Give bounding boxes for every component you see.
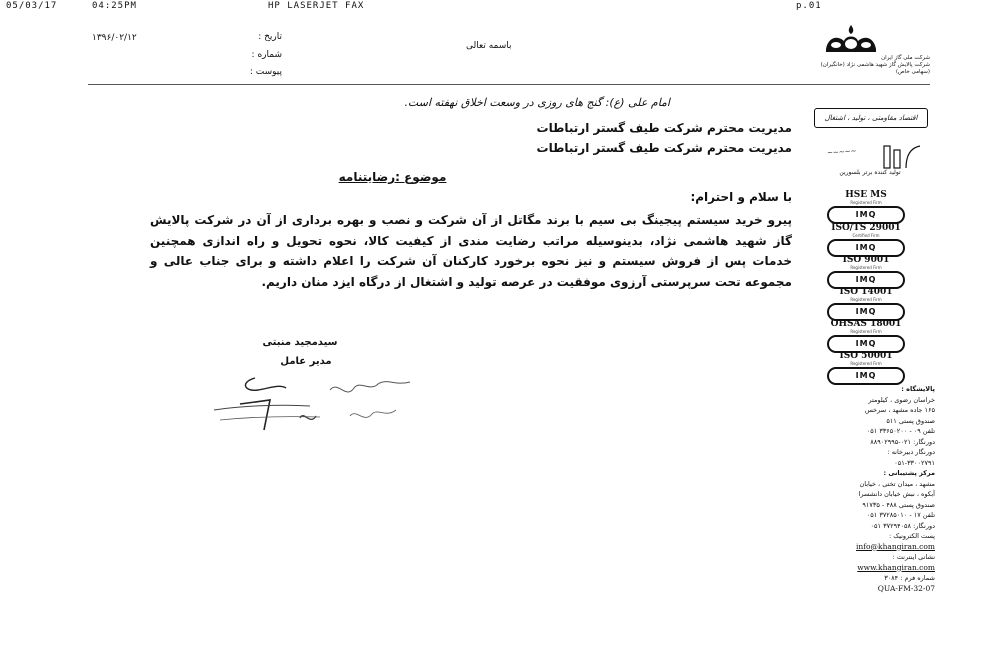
support-line: صندوق پستی ۴۸۸ - ۹۱۷۳۵: [862, 500, 935, 509]
fax-device: HP LASERJET FAX: [268, 1, 365, 11]
company-line-3: (سهامی خاص): [895, 69, 930, 75]
company-name-block: [800, 55, 930, 76]
brand-emblem-icon: [880, 142, 924, 170]
refinery-line: دورنگار: ۰۲۱-۸۸۹۰۲۹۹۵: [870, 437, 935, 446]
letter-date-label: تاریخ :: [258, 32, 282, 42]
cert-iso-ts-29001: [822, 223, 910, 257]
letter-attachment-label: پیوست :: [249, 67, 282, 77]
support-line: مشهد ، میدان تختی ، خیابان: [859, 479, 935, 488]
refinery-label: پالایشگاه :: [901, 385, 935, 393]
imq-logo-icon: IMQ: [827, 335, 905, 353]
cert-ohsas-18001: [822, 319, 910, 353]
cert-hse-ms: [822, 190, 910, 224]
support-line: آبکوه ، نبش خیابان دانشسرا: [858, 490, 935, 498]
sidebar-brand-text: تولید کننده برتر بلسورین: [839, 169, 901, 176]
support-label: مرکز پشتیبانی :: [883, 469, 935, 477]
cert-name: ISO 50001: [839, 351, 893, 361]
cert-name: OHSAS 18001: [830, 319, 902, 329]
signatory-title: مدیر عامل: [280, 356, 332, 367]
recipient-line-2: مدیریت محترم شرکت طیف گستر ارتباطات: [536, 141, 792, 155]
web-label: نشانی اینترنت :: [892, 553, 935, 561]
imq-logo-icon: IMQ: [827, 303, 905, 321]
letter-body: پیرو خرید سیستم پیجینگ بی سیم با برند مگاتل از آن شرکت و نصب و بهره برداری از آن در شرکت پالایش گاز شهید هاشمی نژاد، بدینوسیله مراتب رضایت مندی از کیفیت کالا، نحوه تحویل و راه اندازی همچنین خدمات پس از فروش سیستم و نیز نحوه برخورد کارکنان آن شرکت را اعلام داشته و برای جناب عالی و مجموعه تحت سرپرستی آرزوی موفقیت در عرصه تولید و اشتغال از درگاه ایزد منان داریم.: [150, 213, 792, 289]
fax-page: p.01: [796, 1, 822, 11]
company-line-2: شرکت پالایش گاز شهید هاشمی نژاد (خانگیران): [820, 62, 930, 68]
cert-iso-50001: [822, 351, 910, 385]
cert-name: HSE MS: [845, 190, 887, 200]
website-link[interactable]: www.khangiran.com: [857, 562, 935, 572]
recipient-line-1: مدیریت محترم شرکت طیف گستر ارتباطات: [536, 121, 792, 135]
refinery-line: دورنگار دبیرخانه :: [887, 448, 935, 456]
form-number-label: شماره فرم : ۳۰۸۴: [884, 574, 935, 582]
fax-time: 04:25PM: [92, 1, 137, 11]
imq-logo-icon: IMQ: [827, 367, 905, 385]
imq-logo-icon: IMQ: [827, 239, 905, 257]
refinery-line: ۰۵۱-۳۳۰۰۲۷۹۱: [894, 458, 935, 467]
cert-name: ISO/TS 29001: [831, 223, 901, 233]
signatory-name: سیدمجید منبتی: [262, 337, 338, 348]
cert-sub: Registered Firm: [850, 265, 882, 270]
cert-name: ISO 9001: [842, 255, 890, 265]
imq-logo-icon: IMQ: [827, 206, 905, 224]
handwritten-signature: [200, 370, 430, 440]
cert-iso-9001: [822, 255, 910, 289]
refinery-line: ۱۶۵ جاده مشهد ، سرخس: [864, 406, 935, 414]
nigc-logo-icon: [822, 22, 880, 54]
refinery-line: صندوق پستی ۵۱۱: [886, 416, 935, 425]
header-divider: [88, 84, 930, 85]
brand-signature: ~~~~~: [826, 146, 857, 158]
letter-number-label: شماره :: [251, 50, 282, 60]
greeting: با سلام و احترام:: [690, 190, 792, 204]
email-link[interactable]: info@khangiran.com: [856, 541, 935, 551]
refinery-line: خراسان رضوی ، کیلومتر: [868, 395, 935, 404]
cert-iso-14001: [822, 287, 910, 321]
slogan-badge: اقتصاد مقاومتی ، تولید ، اشتغال: [814, 108, 928, 128]
company-line-1: شرکت ملی گاز ایران: [881, 55, 930, 61]
letter-date-value: ۱۳۹۶/۰۲/۱۲: [92, 33, 137, 43]
quote: امام علی (ع): گنج های روزی در وسعت اخلاق نهفته است.: [404, 96, 670, 109]
cert-sub: Certified Firm: [852, 233, 880, 238]
email-label: پست الکترونیک :: [889, 532, 935, 540]
support-line: دورنگار: ۳۷۲۹۴۰۵۸ ۰۵۱: [870, 521, 935, 530]
imq-logo-icon: IMQ: [827, 271, 905, 289]
fax-date: 05/03/17: [6, 1, 58, 11]
support-line: تلفن ۱۷ - ۳۷۲۸۵۰۱۰ ۰۵۱: [866, 511, 935, 519]
subject: موضوع :رضایتنامه: [338, 170, 447, 184]
refinery-line: تلفن ۰۹ - ۳۳۶۵۰۲۰۰ ۰۵۱: [866, 427, 935, 435]
cert-sub: Registered Firm: [850, 297, 882, 302]
cert-sub: Registered Firm: [850, 361, 882, 366]
contact-block: [795, 384, 935, 594]
fax-header: [0, 0, 1000, 14]
cert-sub: Registered Firm: [850, 200, 882, 205]
cert-sub: Registered Firm: [850, 329, 882, 334]
invocation: باسمه تعالی: [466, 41, 512, 51]
cert-name: ISO 14001: [839, 287, 893, 297]
form-code: QUA-FM-32-07: [877, 583, 935, 593]
